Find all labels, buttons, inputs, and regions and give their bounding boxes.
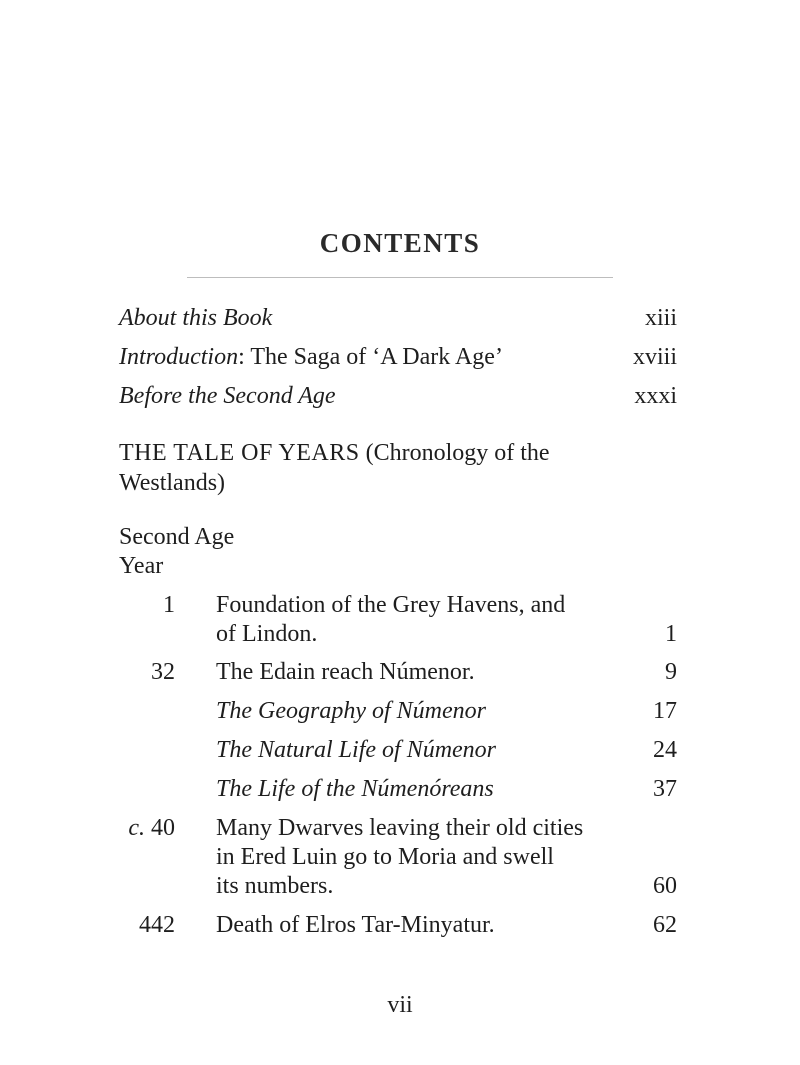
entry-page: 1 [665, 621, 677, 647]
toc-entry-page: xiii [644, 305, 677, 331]
entry-text: The Geography of Númenor [216, 698, 486, 724]
entry-year: c. 40 [128, 815, 175, 841]
entry-year: 1 [163, 592, 175, 618]
contents-heading: CONTENTS [319, 228, 481, 258]
entry-text: The Edain reach Númenor. [216, 659, 475, 685]
entry-page: 37 [653, 776, 677, 802]
page-number: vii [387, 992, 413, 1018]
heading-rule [187, 277, 613, 278]
age-heading: Second Age [119, 524, 235, 550]
toc-entry-page: xxxi [634, 383, 677, 409]
entry-text: Many Dwarves leaving their old cities in Ered Luin go to Moria and swell its numbers. [216, 815, 584, 899]
entry-year: 442 [139, 912, 175, 938]
entry-text: Death of Elros Tar-Minyatur. [216, 912, 495, 938]
entry-text: The Life of the Númenóreans [216, 776, 494, 802]
toc-entry-page: xviii [632, 344, 677, 370]
section-subtitle: (Chronology of the Westlands) [119, 440, 550, 496]
entry-page: 17 [653, 698, 677, 724]
entry-page: 9 [665, 659, 677, 685]
entry-page: 62 [653, 912, 677, 938]
entry-page: 60 [653, 873, 677, 899]
entry-text: Foundation of the Grey Havens, and of Lindon. [216, 592, 566, 647]
entry-year: 32 [151, 659, 175, 685]
year-column-heading: Year [119, 553, 164, 579]
section-heading [119, 438, 619, 498]
toc-entry-label: Before the Second Age [119, 383, 336, 409]
entry-page: 24 [653, 737, 677, 763]
entry-text: The Natural Life of Númenor [216, 737, 497, 763]
section-title: THE TALE OF YEARS [119, 440, 360, 466]
toc-entry-label: About this Book [119, 305, 273, 331]
toc-entry-label: Introduction: The Saga of ‘A Dark Age’ [119, 344, 503, 370]
